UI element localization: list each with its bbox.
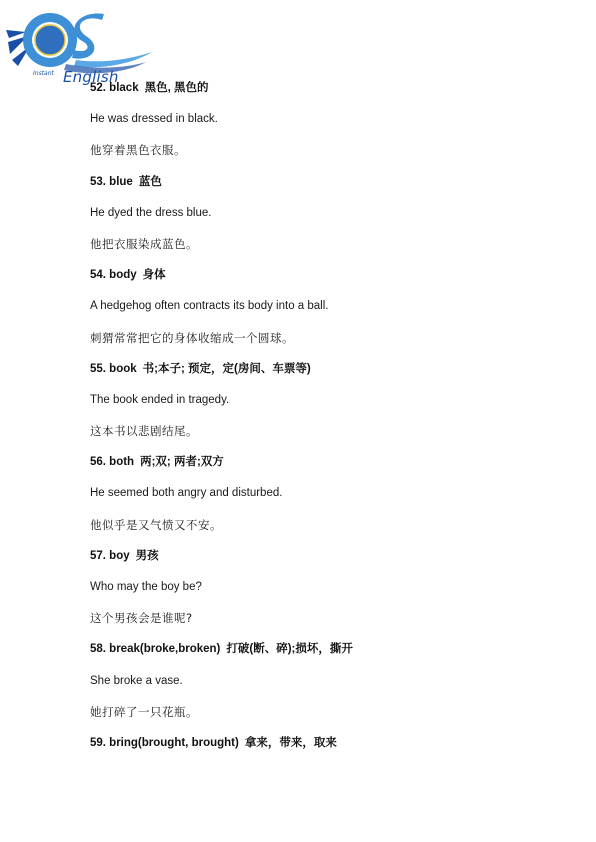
example-chinese: 这本书以悲剧结尾。 [90,424,198,439]
logo-instant-text: Instant [33,70,54,77]
entry-heading [90,80,570,111]
vocabulary-list [90,80,570,766]
entry-meaning: 打破(断、碎);损坏，撕开 [226,643,353,656]
entry-heading [90,174,570,205]
example-chinese: 她打碎了一只花瓶。 [90,704,198,719]
example-english: He was dressed in black. [90,113,218,126]
entry-meaning: 蓝色 [138,175,162,188]
example-english: Who may the boy be? [90,581,202,593]
entry-heading [90,735,570,766]
entry-heading [90,361,570,392]
entry-heading [90,267,570,298]
example-chinese: 他穿着黑色衣服。 [90,143,186,158]
example-chinese: 他把衣服染成蓝色。 [90,236,198,251]
example-english: A hedgehog often contracts its body into a ball. [90,300,329,313]
example-english: He dyed the dress blue. [90,206,212,219]
entry-meaning: 男孩 [135,549,159,562]
entry-meaning: 书;本子; 预定，定(房间、车票等) [142,362,311,375]
entry-meaning: 拿来，带来，取来 [244,736,337,749]
example-chinese: 刺猬常常把它的身体收缩成一个圆球。 [90,330,294,345]
entry-term: 55. book [90,362,137,375]
entry-meaning: 黑色, 黑色的 [144,82,209,94]
instant-english-logo [6,8,154,86]
entry-meaning: 身体 [142,269,166,282]
example-english: The book ended in tragedy. [90,393,230,406]
entry-term: 56. both [90,456,135,469]
entry-term: 59. bring(brought, brought) [90,736,239,749]
entry-meaning: 两;双; 两者;双方 [140,456,224,469]
example-english: He seemed both angry and disturbed. [90,487,283,500]
entry-heading [90,454,570,485]
example-chinese: 他似乎是又气愤又不安。 [90,517,222,532]
entry-term: 54. body [90,269,137,282]
logo-english-text: English [63,68,119,86]
example-english: She broke a vase. [90,674,183,687]
entry-heading [90,641,570,672]
example-chinese: 这个男孩会是谁呢? [90,611,193,626]
entry-term: 57. boy [90,549,130,562]
entry-term: 58. break(broke,broken) [90,643,221,656]
entry-heading [90,548,570,579]
entry-term: 52. black [90,82,139,94]
entry-term: 53. blue [90,175,133,188]
